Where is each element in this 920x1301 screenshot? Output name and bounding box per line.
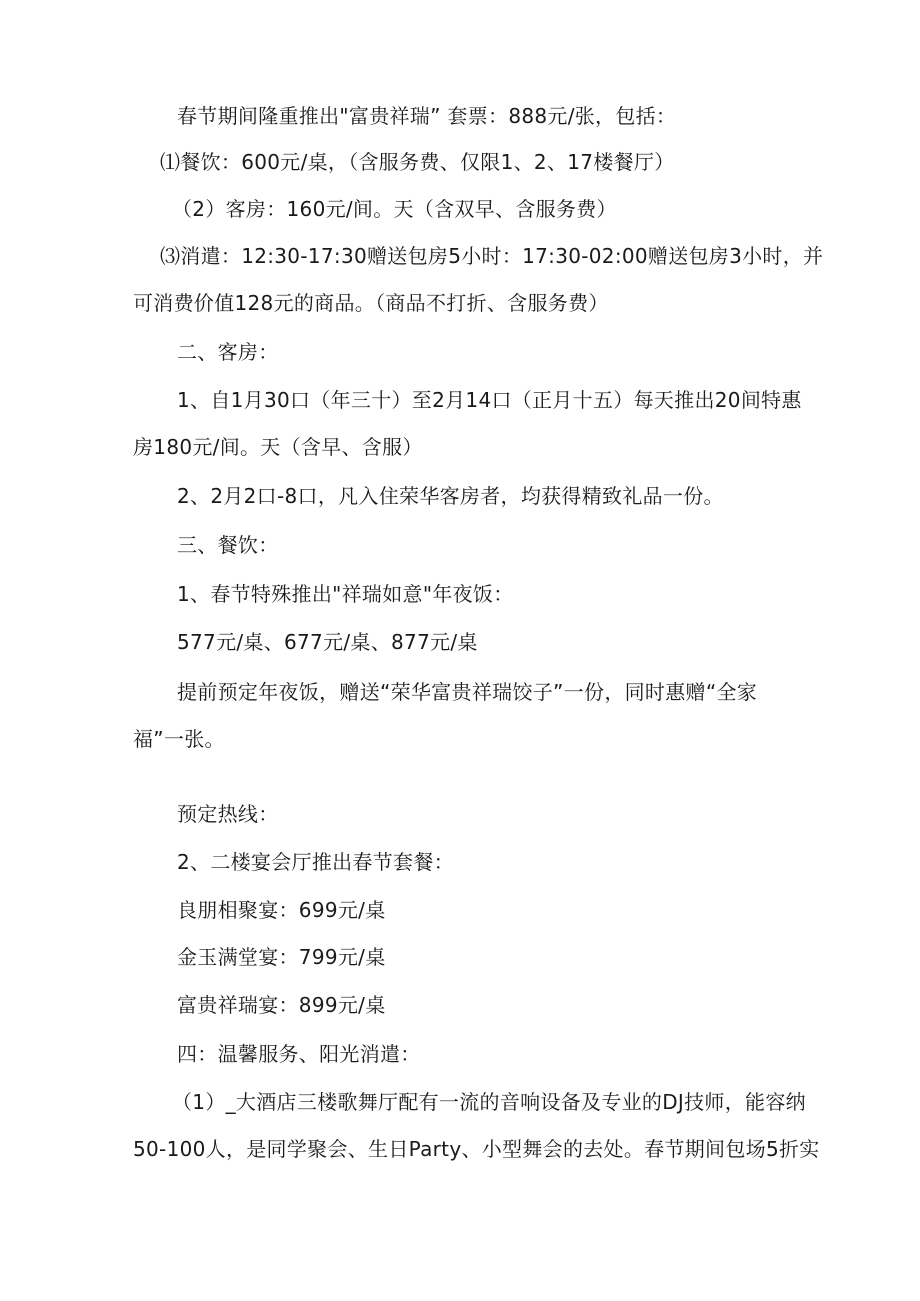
section-heading: 二、客房： — [177, 340, 279, 364]
section-heading: 三、餐饮： — [177, 533, 279, 557]
paragraph-line: 金玉满堂宴：799元/桌 — [177, 945, 386, 969]
paragraph-line: 1、春节特殊推出"祥瑞如意"年夜饭： — [177, 582, 514, 606]
paragraph-line: 富贵祥瑞宴：899元/桌 — [177, 993, 386, 1017]
paragraph-line: 50-100人，是同学聚会、生日Party、小型舞会的去处。春节期间包场5折实 — [133, 1137, 820, 1161]
paragraph-line: ⑴餐饮：600元/桌，（含服务费、仅限1、2、17楼餐厅） — [160, 150, 675, 174]
paragraph-line: ⑶消遣：12:30-17:30赠送包房5小时：17:30-02:00赠送包房3小时，并 — [160, 244, 824, 268]
paragraph-line: 良朋相聚宴：699元/桌 — [177, 898, 386, 922]
paragraph-line: 577元/桌、677元/桌、877元/桌 — [177, 630, 478, 654]
paragraph-line: 福”一张。 — [133, 727, 225, 751]
paragraph-line: 预定热线： — [177, 802, 279, 826]
paragraph-line: 可消费价值128元的商品。（商品不打折、含服务费） — [133, 291, 609, 315]
paragraph-line: 2、2月2口-8口，凡入住荣华客房者，均获得精致礼品一份。 — [177, 484, 724, 508]
paragraph-line: 房180元/间。天（含早、含服） — [133, 435, 423, 459]
paragraph-line: （2）客房：160元/间。天（含双早、含服务费） — [172, 197, 617, 221]
paragraph-line: 2、二楼宴会厅推出春节套餐： — [177, 850, 454, 874]
paragraph-line: （1）_大酒店三楼歌舞厅配有一流的音响设备及专业的DJ技师，能容纳 — [172, 1090, 806, 1114]
section-heading: 四：温馨服务、阳光消遣： — [177, 1042, 421, 1066]
paragraph-line: 提前预定年夜饭，赠送“荣华富贵祥瑞饺子”一份，同时惠赠“全家 — [177, 680, 758, 704]
paragraph-line: 1、自1月30口（年三十）至2月14口（正月十五）每天推出20间特惠 — [177, 388, 802, 412]
paragraph-line: 春节期间隆重推出"富贵祥瑞” 套票：888元/张，包括： — [177, 104, 677, 128]
